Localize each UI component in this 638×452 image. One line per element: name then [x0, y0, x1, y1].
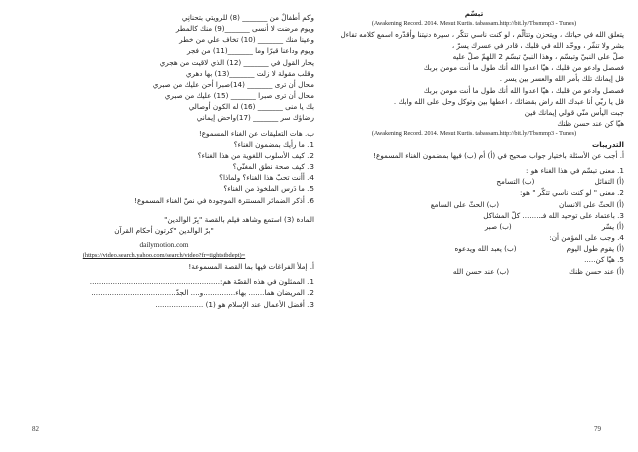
- exercise-options: [324, 176, 624, 187]
- page-title: تبسّم: [464, 9, 484, 18]
- question-item: 6. أذكر الضمائر المستترة الموجودة في نصّ الغناء المسموع!: [134, 195, 314, 205]
- page-number-right: 79: [594, 425, 601, 433]
- option-b[interactable]: (ب) التسامح: [496, 177, 535, 187]
- source-site: dailymotion.com: [139, 240, 189, 249]
- fill-item: 2. المريضان هما....... بهاء..............و.... الجدّ.....................................: [91, 288, 314, 298]
- option-a[interactable]: (أ) عند حسن ظنك: [569, 266, 624, 276]
- lyric-line: جبت اليأس منّي قولي إيمانك فين: [524, 107, 624, 117]
- source-url[interactable]: (https://video.search.yahoo.com/search/video?fr=tightstbdept)=: [82, 252, 246, 260]
- option-b[interactable]: (ب) عند حسن الله: [452, 266, 510, 276]
- lyric-line: قل إيمانك تلك بأمر الله والعسر بين يسر .: [499, 74, 624, 84]
- lyric-line: فصصل وادعو من قلبك ، هيّا اعدوا الله أنك طول ما أنت مومن بربك: [423, 85, 624, 95]
- exercise-options: [324, 221, 624, 232]
- exercise-question: 4. وجب على المؤمن أن:: [549, 233, 624, 243]
- questions-title: ب. هات التعليقات عن الغناء المسموع!: [198, 128, 314, 138]
- right-page: [324, 8, 624, 428]
- song-line: وكم أطفالٌ من _______ (8) للرويتي بتحنانِي: [181, 13, 314, 22]
- exercise-question: 2. معنى " لو كنت ناسي تتكّر " هو:: [519, 188, 624, 198]
- option-b[interactable]: (ب) الحثّ على السامع: [430, 199, 500, 209]
- question-item: 1. ما رأيك بمضمون الغناء؟: [233, 139, 314, 149]
- exercise-question: 1. معنى تبسّم في هذا الغناء هو :: [525, 166, 624, 176]
- material-subtitle: "برّ الوالدين "كرتون أحكام القرآن: [114, 225, 214, 235]
- fill-title: أ. إملأ الفراغات فيها بما القصة المسموعة!: [188, 262, 314, 272]
- option-b[interactable]: (ب) صبر: [484, 221, 512, 231]
- song-line: ويوم مرضت لا أنسى _______(9) منك كالمطر: [175, 24, 314, 34]
- lyric-line: هيّا كن عند حسن ظنك: [557, 119, 624, 129]
- exercise-question: 5. هيّا كن.....: [584, 255, 624, 265]
- song-line: محال أن ترى _______ (14)صبرا أحن عليك من صبري: [152, 79, 314, 89]
- lyric-line: قل يا ربّي أنا عبدك الله راض بقضائك ، اعطها بين وتوكل وحل على الله وابك .: [393, 96, 624, 106]
- exercises-title: التدريبات: [592, 139, 624, 149]
- exercise-options: [324, 243, 624, 254]
- page-number-left: 82: [32, 425, 39, 433]
- exercise-question: 3. باعتماد على توحيد الله فـ........ كلّ المشاكل: [483, 210, 624, 220]
- question-item: 3. كيف صحة نطق المغنّي؟: [232, 162, 314, 172]
- source-citation: (Awakening Record. 2014. Mesut Kurtis. tabassam.http://bit.ly/Tbsmmp3 - Tunes): [371, 130, 577, 138]
- exercise-options: [324, 199, 624, 210]
- song-line: بك يا منى _______ (16) له الكون أوصالي: [188, 102, 314, 112]
- option-a[interactable]: (أ) يسّر: [601, 221, 624, 231]
- song-line: ويوم وداعنا قبرًا وما _______(11) من فجر: [186, 46, 314, 56]
- exercises-intro: أ. أجب عن الأسئلة باختيار جواب صحيح في (أ) أم (ب) فيها بمضمون الغناء المسموع!: [373, 150, 624, 160]
- lyric-line: فصصل وادعو من قلبك ، هيّا اعدوا الله أنك طول ما أنت مومن بربك: [423, 63, 624, 73]
- exercise-options: [324, 266, 624, 277]
- song-line: رضاؤك سر _______ (17)واحض إيماني: [196, 113, 314, 123]
- option-a[interactable]: (أ) الحثّ على الانسان: [559, 199, 624, 209]
- fill-item: 1. الممثلون في هذه القصّة هم:.........................................................: [89, 277, 314, 287]
- song-line: يحار القول في _______ (12) الذي لاقيت من هجري: [159, 57, 314, 67]
- song-line: وعينا منك _______ (10) تخاف علي من خطر: [179, 35, 314, 45]
- question-item: 2. كيف الأسلوب اللغوية من هذا الغناء؟: [197, 150, 314, 160]
- material-title: المادة (3) استمع وشاهد فيلم بالقصة "بِرّ الوالدين": [164, 214, 314, 224]
- lyric-line: يتعلق الله في حياتك ، ويتحزن وتتألّم ، لو كنت ناسي تتكّر ، سيرة دنيتنا وأقدّره اسمع كلامه تفاءل: [340, 29, 624, 39]
- left-page: [14, 8, 314, 428]
- fill-item: 3. أفضل الأعمال عند الإسلام هو (1) .....................: [155, 299, 314, 309]
- option-a[interactable]: (أ) التفائل: [594, 177, 624, 187]
- source-citation: (Awakening Record. 2014. Mesut Kurtis. tabassam.http://bit.ly/Tbsmmp3 - Tunes): [371, 20, 577, 28]
- lyric-line: صلّ على النبيّ وتبسّم ، وهذا النبيّ تبسّم 2 اللهمّ صلّ عليه: [452, 52, 624, 62]
- question-item: 5. ما دَرس الملخوذ من الغناء؟: [223, 184, 314, 194]
- question-item: 4. أأنت تحبّ هذا الغناء؟ ولماذا؟: [219, 173, 314, 183]
- lyric-line: بشر ولا تنفّر ، ووحّد الله في قلبك ، قادر في عسرك يسرّ ،: [451, 40, 624, 50]
- song-line: وقلب مقولة لا زلت _______(13) بها دهري: [185, 68, 314, 78]
- song-line: محال أن ترى صبرا _______ (15) عليك من صبري: [164, 91, 314, 101]
- option-b[interactable]: (ب) يعبد الله ويدعوه: [454, 244, 517, 254]
- option-a[interactable]: (أ) يقوم طول اليوم: [566, 244, 624, 254]
